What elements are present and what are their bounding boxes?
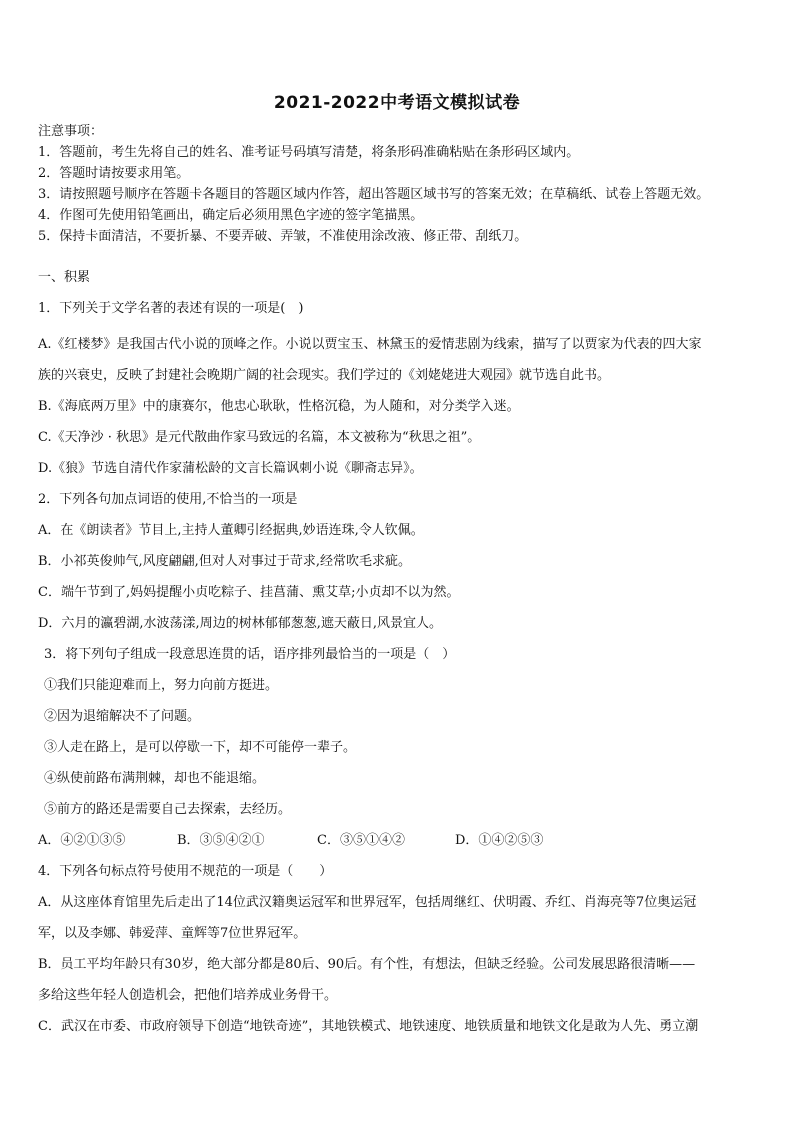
option-b: B．③⑤④②① (177, 833, 265, 848)
question-2 (38, 484, 760, 639)
sentence-5: ⑤前方的路还是需要自己去探索，去经历。 (44, 802, 292, 817)
option-b: B．员工平均年龄只有30岁，绝大部分都是80后、90后。有个性，有想法，但缺乏经验。公司发展思路很清晰—— (38, 957, 696, 972)
option-b-cont: 多给这些年轻人创造机会，把他们培养成业务骨干。 (38, 988, 338, 1003)
sentence-1: ①我们只能迎难而上，努力向前方挺进。 (44, 678, 279, 693)
page-title: 2021-2022中考语文模拟试卷 (273, 93, 521, 113)
notice-heading: 注意事项： (38, 124, 104, 139)
option-b: B．小祁英俊帅气,风度翩翩,但对人对事过于苛求,经常吹毛求疵。 (38, 554, 411, 569)
question-3 (38, 639, 760, 856)
question-stem: 3．将下列句子组成一段意思连贯的话，语序排列最恰当的一项是（ ） (44, 647, 456, 662)
question-stem: 2．下列各句加点词语的使用,不恰当的一项是 (38, 492, 298, 507)
notice-item: 1．答题前，考生先将自己的姓名、准考证号码填写清楚，将条形码准确粘贴在条形码区域内。 (38, 145, 580, 160)
notice-block (38, 121, 760, 247)
option-c: C.《天净沙 · 秋思》是元代散曲作家马致远的名篇，本文被称为“秋思之祖”。 (38, 430, 481, 445)
notice-item: 5．保持卡面清洁，不要折暴、不要弄破、弄皱，不准使用涂改液、修正带、刮纸刀。 (38, 229, 528, 244)
option-a-cont: 族的兴衰史，反映了封建社会晚期广阔的社会现实。我们学过的《刘姥姥进大观园》就节选自此书。 (38, 368, 611, 383)
option-c: C．端午节到了,妈妈提醒小贞吃粽子、挂菖蒲、熏艾草;小贞却不以为然。 (38, 585, 460, 600)
sentence-4: ④纵使前路布满荆棘，却也不能退缩。 (44, 771, 266, 786)
option-a-cont: 军，以及李娜、韩爱萍、童辉等7位世界冠军。 (38, 926, 307, 941)
notice-item: 2．答题时请按要求用笔。 (38, 166, 190, 181)
exam-content (38, 121, 760, 1042)
question-stem: 1．下列关于文学名著的表述有误的一项是( ) (38, 301, 304, 316)
option-d: D．六月的瀛碧湖,水波荡漾,周边的树林郁郁葱葱,遮天蔽日,风景宜人。 (38, 616, 442, 631)
option-a: A．从这座体育馆里先后走出了14位武汉籍奥运冠军和世界冠军，包括周继红、伏明霞、乔红、肖海亮等7位奥运冠 (38, 895, 697, 910)
answer-options (38, 825, 760, 856)
option-c: C．③⑤①④② (317, 833, 405, 848)
option-d: D.《狼》节选自清代作家蒲松龄的文言长篇讽刺小说《聊斋志异》。 (38, 461, 423, 476)
option-a: A.《红楼梦》是我国古代小说的顶峰之作。小说以贾宝玉、林黛玉的爱情悲剧为线索，描写了以贾家为代表的四大家 (38, 337, 702, 352)
notice-item: 4．作图可先使用铅笔画出，确定后必须用黑色字迹的签字笔描黑。 (38, 208, 424, 223)
option-b: B.《海底两万里》中的康赛尔，他忠心耿耿，性格沉稳，为人随和，对分类学入迷。 (38, 399, 520, 414)
question-1 (38, 298, 760, 484)
option-c: C．武汉在市委、市政府领导下创造“地铁奇迹”，其地铁模式、地铁速度、地铁质量和地铁文化是敢为人先、勇立潮 (38, 1019, 699, 1034)
sentence-3: ③人走在路上，是可以停歇一下，却不可能停一辈子。 (44, 740, 357, 755)
question-4 (38, 856, 760, 1042)
option-d: D．①④②⑤③ (455, 833, 544, 848)
option-a: A．④②①③⑤ (38, 833, 126, 848)
section-heading: 一、积累 (38, 270, 91, 285)
question-stem: 4．下列各句标点符号使用不规范的一项是（ ） (38, 864, 333, 879)
spacer (38, 247, 760, 267)
option-a: A．在《朗读者》节目上,主持人董卿引经据典,妙语连珠,令人钦佩。 (38, 523, 424, 538)
notice-item: 3．请按照题号顺序在答题卡各题目的答题区域内作答，超出答题区域书写的答案无效；在草稿纸、试卷上答题无效。 (38, 187, 710, 202)
sentence-2: ②因为退缩解决不了问题。 (44, 709, 201, 724)
